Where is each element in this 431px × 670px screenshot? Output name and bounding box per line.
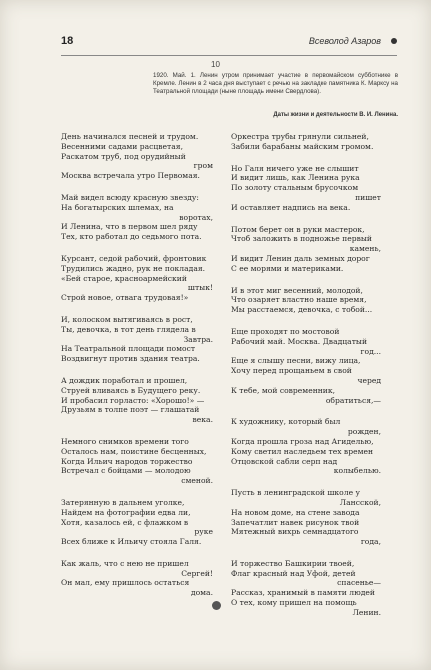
poem-line: О тех, кому пришел на помощь [231,598,357,608]
poem-line: Сергей! [181,568,213,578]
chronicle-source: Даты жизни и деятельности В. И. Ленина. [273,112,398,118]
poem-stanza [231,559,381,618]
poem-stanza [61,559,213,598]
poem-line: Немного снимков времени того [61,436,189,446]
poem-line: руке [194,527,213,537]
page-header [61,35,397,53]
poem-line: И видит Ленин даль земных дорог [231,253,370,263]
poem-column-left [61,132,213,610]
poem-stanza [231,286,381,315]
poem-line: Весенними садами расцветая, [61,141,183,151]
poem-line: На богатырских шлемах, на [61,202,174,212]
poem-line: Запечатлит навек рисунок твой [231,517,360,527]
poem-stanza [61,254,213,303]
section-number: 10 [211,60,220,69]
poem-stanza [231,132,381,152]
poem-line: Ленин. [352,607,381,617]
poem-line: На новом доме, на стене завода [231,507,360,517]
poem-line: «Бей старое, красноармейский [61,273,187,283]
poem-line: Друзьям в толпе поэт — глашатай [61,405,200,415]
header-rule [61,55,397,56]
page-number: 18 [61,35,74,47]
poem-line: Он мал, ему пришлось остаться [61,578,190,588]
poem-line: Всех ближе к Ильичу стояла Галя. [61,537,202,547]
poem-line: К художнику, который был [231,417,341,427]
poem-stanza [231,488,381,547]
chronicle-epigraph: 1920. Май. 1. Ленин утром принимает участие в первомайском субботнике в Кремле. Ленин в 2 часа дня выступает с речью на закладке памятника К. Марксу на Театральной площади (ныне площадь имени Свердлова). [153,72,398,95]
poem-line: Найдем на фотографии едва ли, [61,507,191,517]
poem-line: И видит лишь, как Ленина рука [231,173,360,183]
poem-line: спасенье— [337,578,381,588]
poem-line: На Театральной площади помост [61,344,196,354]
poem-line: Кому светил наследьем тех времен [231,446,374,456]
poem-stanza [61,315,213,364]
poem-line: Рассказ, хранимый в памяти людей [231,588,375,598]
poem-line: обратиться,— [325,395,381,405]
poem-line: Потом берет он в руки мастерок, [231,224,365,234]
footer-dot-icon [212,601,221,610]
poem-line: черед [357,375,381,385]
poem-line: пишет [355,192,381,202]
poem-line: воротах, [179,212,213,222]
poem-line: День начинался песней и трудом. [61,132,199,141]
poem-line: Строй новое, отвага трудовая!» [61,293,189,303]
poem-line: Хотя, казалось ей, с флажком в [61,517,189,527]
poem-stanza [231,417,381,476]
poem-line: гром [193,161,213,171]
poem-line: сменой. [181,476,213,486]
poem-line: Лансской, [339,497,381,507]
poem-line: И торжество Башкирии твоей, [231,558,355,568]
poem-line: Струей вливаясь в Будущего реку. [61,385,201,395]
poem-line: И пробасил горласто: «Хорошо!» — [61,395,205,405]
poem-line: Чтоб заложить в подножье первый [231,234,372,244]
poem-line: Курсант, седой рабочий, фронтовик [61,253,207,263]
poem-stanza [231,225,381,274]
poem-line: год... [360,346,381,356]
poem-line: И, колоском вытягиваясь в рост, [61,314,193,324]
poem-line: Хочу перед прощаньем в свой [231,366,352,376]
poem-line: Май видел всюду красную звезду: [61,192,199,202]
poem-line: С ее морями и материками. [231,263,344,273]
poem-line: Что озаряет властно наше время, [231,295,367,305]
poem-stanza [231,327,381,405]
poem-line: И Ленина, что в первом шел ряду [61,222,198,232]
poem-line: Воздвигнут против здания театра. [61,354,200,364]
poem-line: Оркестра трубы грянули сильней, [231,132,369,141]
poem-line: А дождик поработал и прошел, [61,375,188,385]
poem-line: Рабочий май. Москва. Двадцатый [231,336,368,346]
poem-line: Ты, девочка, в тот день глядела в [61,324,196,334]
poem-stanza [231,164,381,213]
header-dot-icon [391,38,397,44]
poem-stanza [61,132,213,181]
poem-line: дома. [190,588,213,598]
poem-line: И оставляет надпись на века. [231,202,351,212]
poem-line: Мы расстаемся, девочка, с тобой... [231,305,373,315]
poem-line: И в этот миг весенний, молодой, [231,285,363,295]
poem-line: Забили барабаны майским громом. [231,141,374,151]
poem-line: Завтра. [183,334,213,344]
poem-line: Раскатом труб, под орудийный [61,151,186,161]
poem-line: Как жаль, что с нею не пришел [61,558,189,568]
poem-line: Москва встречала утро Первомая. [61,171,200,181]
poem-line: века. [192,415,213,425]
poem-line: Когда прошла гроза над Агиделью, [231,436,374,446]
poem-line: рожден, [347,427,381,437]
poem-line: Трудились жадно, рук не покладая. [61,263,206,273]
poem-line: Но Галя ничего уже не слышит [231,163,359,173]
poem-line: Мятежный вихрь семнадцатого [231,527,359,537]
poem-line: Осталось нам, поистине бесценных, [61,446,207,456]
poem-line: Когда Ильич народов торжество [61,456,193,466]
poem-column-right [231,132,381,630]
poem-line: колыбелью. [333,466,381,476]
poem-stanza [61,376,213,425]
poem-line: Затерянную в дальнем уголке, [61,497,185,507]
poem-line: Встречал с бойцами — молодою [61,466,191,476]
poem-stanza [61,193,213,242]
poem-line: Пусть в ленинградской школе у [231,488,360,498]
poem-line: По золоту стальным брусочком [231,183,359,193]
poem-line: Еще я слышу песни, вижу лица, [231,356,361,366]
poem-line: Тех, кто работал до седьмого пота. [61,232,202,242]
poem-line: Отцовской сабли серп над [231,456,338,466]
poem-line: К тебе, мой современник, [231,385,336,395]
poem-line: камень, [349,244,381,254]
poem-line: штык! [187,283,213,293]
poem-line: года, [360,537,381,547]
poem-stanza [61,437,213,486]
poem-stanza [61,498,213,547]
running-head: Всеволод Азаров [308,36,381,46]
poem-line: Еще проходят по мостовой [231,326,340,336]
poem-line: Флаг красный над Уфой, детей [231,568,356,578]
